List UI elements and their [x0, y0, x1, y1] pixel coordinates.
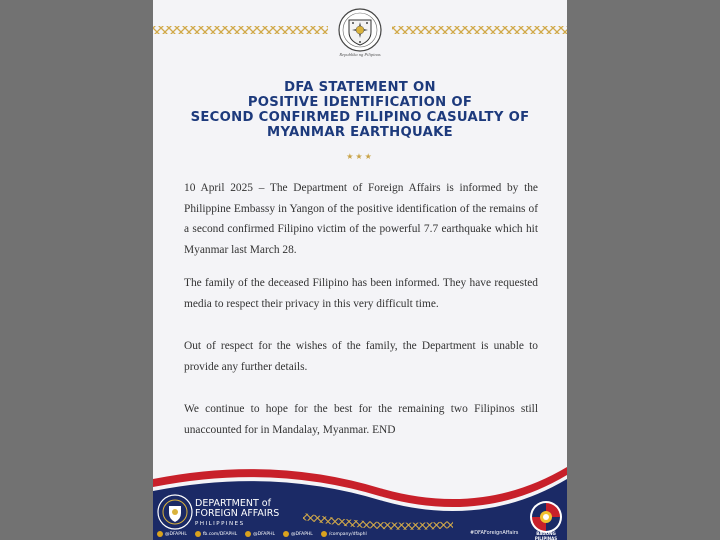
- dfa-logo-icon: [157, 494, 193, 530]
- social-label: @DFAPHL: [165, 531, 187, 537]
- title-line: SECOND CONFIRMED FILIPINO CASUALTY OF: [190, 110, 530, 125]
- dept-country: PHILIPPINES: [195, 521, 245, 527]
- linkedin-icon: [321, 531, 327, 537]
- social-label: fb.com/DFAPHL: [202, 531, 238, 537]
- social-label: /company/dfaphl: [328, 531, 367, 537]
- statement-paragraph: The family of the deceased Filipino has been informed. They have requested media to respect their privacy in this very difficult time.: [184, 277, 538, 310]
- social-label: @DFAPHL: [290, 531, 313, 537]
- seal-motto: Republika ng Pilipinas: [339, 52, 381, 57]
- statement-page: [153, 0, 567, 540]
- social-links: [157, 531, 367, 537]
- instagram-icon: [245, 531, 251, 537]
- department-name: [195, 499, 279, 529]
- statement-paragraph: 10 April 2025 – The Department of Foreign Affairs is informed by the Philippine Embassy in Yangon of the positive identification of the remains of a second confirmed Filipino victim of the powerful 7.7 earthquake which hit Myanmar last March 28.: [184, 182, 538, 257]
- star-divider: ★★★: [346, 152, 374, 161]
- social-link-linkedin[interactable]: [321, 531, 367, 537]
- statement-paragraph: We continue to hope for the best for the remaining two Filipinos still unaccounted for in Mandalay, Myanmar. END: [184, 403, 538, 436]
- social-label: @DFAPHL: [253, 531, 275, 537]
- bagong-pilipinas-logo-icon: [529, 500, 563, 534]
- x-icon: [157, 531, 163, 537]
- social-link-x[interactable]: [157, 531, 187, 537]
- hashtag: #DFAForeignAffairs: [470, 530, 519, 536]
- statement-title: [163, 80, 557, 140]
- facebook-icon: [195, 531, 201, 537]
- social-link-facebook[interactable]: [195, 531, 237, 537]
- dept-line: DEPARTMENT of: [195, 498, 271, 509]
- social-link-youtube[interactable]: [283, 531, 313, 537]
- dept-line: FOREIGN AFFAIRS: [195, 508, 280, 519]
- title-line: POSITIVE IDENTIFICATION OF: [247, 95, 473, 110]
- title-line: DFA STATEMENT ON: [284, 80, 436, 95]
- republic-seal-icon: [338, 8, 382, 52]
- title-line: MYANMAR EARTHQUAKE: [267, 125, 453, 140]
- youtube-icon: [283, 531, 289, 537]
- statement-paragraph: Out of respect for the wishes of the family, the Department is unable to provide any further details.: [184, 340, 538, 373]
- bagong-pilipinas-label: BAGONG PILIPINAS: [534, 531, 558, 540]
- social-link-instagram[interactable]: [245, 531, 275, 537]
